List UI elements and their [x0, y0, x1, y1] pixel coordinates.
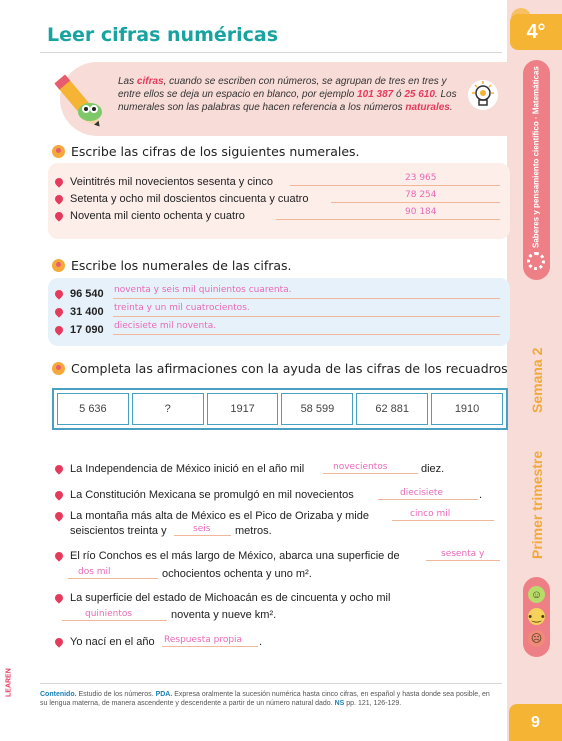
answer-line: [113, 334, 500, 335]
answer-line: [162, 646, 258, 647]
statement-end: metros.: [235, 525, 272, 537]
list-item: 31 400: [55, 306, 104, 318]
statement-end: .: [479, 489, 483, 501]
page-title: Leer cifras numéricas: [47, 24, 279, 46]
list-item: Setenta y ocho mil doscientos cincuenta y cuatro: [55, 193, 308, 205]
bullet-icon: [53, 592, 64, 603]
statement-end: noventa y nueve km².: [171, 609, 277, 621]
answer-line: [113, 298, 500, 299]
bullet-icon: [53, 193, 64, 204]
list-item: La superficie del estado de Michoacán es de cincuenta y ocho mil: [55, 592, 390, 604]
number-box: 1910: [431, 393, 503, 425]
bullet-icon: [53, 324, 64, 335]
answer-text[interactable]: novecientos: [333, 462, 388, 472]
answer-line: [323, 473, 418, 474]
number-box: ?: [132, 393, 204, 425]
list-item: La Independencia de México inició en el año mil: [55, 463, 304, 475]
answer-line: [62, 620, 167, 621]
answer-line: [331, 202, 500, 203]
list-item: Noventa mil ciento ochenta y cuatro: [55, 210, 245, 222]
answer-text[interactable]: seis: [193, 524, 211, 534]
neutral-face-icon[interactable]: •‿•: [528, 608, 545, 625]
section2-title: Escribe los numerales de las cifras.: [52, 258, 292, 273]
subject-label: Saberes y pensamiento científico · Matemáticas: [531, 66, 541, 248]
answer-line: [113, 316, 500, 317]
answer-text[interactable]: 90 184: [405, 207, 437, 217]
bullet-icon: [53, 463, 64, 474]
bullet-icon: [53, 550, 64, 561]
answer-line: [174, 535, 231, 536]
bullet-icon: [53, 306, 64, 317]
bullet-icon: [53, 510, 64, 521]
section3-title: Completa las afirmaciones con la ayuda de las cifras de los recuadros: [52, 361, 508, 376]
bullet-icon: [53, 176, 64, 187]
answer-text[interactable]: sesenta y: [441, 549, 485, 559]
section-marker-icon: [52, 259, 65, 272]
bullet-icon: [53, 489, 64, 500]
answer-text[interactable]: diecisiete mil noventa.: [114, 321, 217, 331]
intro-paragraph: Las cifras, cuando se escriben con números, se agrupan de tres en tres y entre ellos se deja un espacio en blanco, por ejemplo 101 387 ó 25 610. Los numerales son las palabras que hacen referencia a los números naturales.: [118, 76, 457, 113]
answer-text[interactable]: treinta y un mil cuatrocientos.: [114, 303, 250, 313]
answer-line: [290, 185, 500, 186]
answer-line: [276, 219, 500, 220]
list-item: 17 090: [55, 324, 104, 336]
publisher-logo: LEAREN: [5, 668, 13, 698]
answer-text[interactable]: cinco mil: [410, 509, 451, 519]
answer-text[interactable]: 78 254: [405, 190, 437, 200]
number-box: 1917: [207, 393, 279, 425]
bullet-icon: [53, 288, 64, 299]
page-number: 9: [509, 704, 562, 741]
footer-divider: [40, 683, 502, 684]
number-boxes: [52, 388, 508, 430]
number-box: 62 881: [356, 393, 428, 425]
answer-line: [68, 578, 158, 579]
section-marker-icon: [52, 362, 65, 375]
lightbulb-icon: [466, 78, 500, 118]
answer-text[interactable]: noventa y seis mil quinientos cuarenta.: [114, 285, 292, 295]
section1-title: Escribe las cifras de los siguientes numerales.: [52, 144, 360, 159]
grade-badge: 4°: [510, 14, 562, 50]
list-item: La Constitución Mexicana se promulgó en mil novecientos: [55, 489, 354, 501]
number-box: 5 636: [57, 393, 129, 425]
term-label: Primer trimestre: [529, 450, 545, 560]
answer-line: [392, 520, 494, 521]
list-item: El río Conchos es el más largo de México, abarca una superficie de: [55, 550, 400, 562]
answer-line: [426, 560, 500, 561]
list-item: Veintitrés mil novecientos sesenta y cinco: [55, 176, 273, 188]
answer-text[interactable]: 23 965: [405, 173, 437, 183]
list-item: 96 540: [55, 288, 104, 300]
bullet-icon: [53, 210, 64, 221]
answer-line: [378, 499, 478, 500]
statement-end: diez.: [421, 463, 445, 475]
statement-end: .: [259, 636, 263, 648]
week-label: Semana 2: [529, 347, 545, 413]
footer-note: Contenido. Estudio de los números. PDA. Expresa oralmente la sucesión numérica hasta cinco cifras, en español y hasta donde sea posible, en su lengua materna, de manera ascendente y descendente a partir de un número natural dado. NS pp. 121, 126-129.: [40, 691, 490, 707]
statement-continuation: seiscientos treinta y: [70, 525, 167, 537]
pencil-mascot-icon: [50, 68, 108, 136]
section-marker-icon: [52, 145, 65, 158]
title-divider: [40, 52, 502, 53]
gear-icon: [527, 252, 545, 270]
answer-text[interactable]: diecisiete: [400, 488, 443, 498]
statement-end: ochocientos ochenta y uno m².: [162, 568, 312, 580]
bullet-icon: [53, 636, 64, 647]
answer-text[interactable]: quinientos: [85, 609, 133, 619]
list-item: La montaña más alta de México es el Pico de Orizaba y mide: [55, 510, 369, 522]
answer-text[interactable]: Respuesta propia: [164, 635, 243, 645]
answer-text[interactable]: dos mil: [78, 567, 111, 577]
sad-face-icon[interactable]: ☹: [528, 630, 545, 647]
number-box: 58 599: [281, 393, 353, 425]
happy-face-icon[interactable]: ☺: [528, 586, 545, 603]
list-item: Yo nací en el año: [55, 636, 155, 648]
